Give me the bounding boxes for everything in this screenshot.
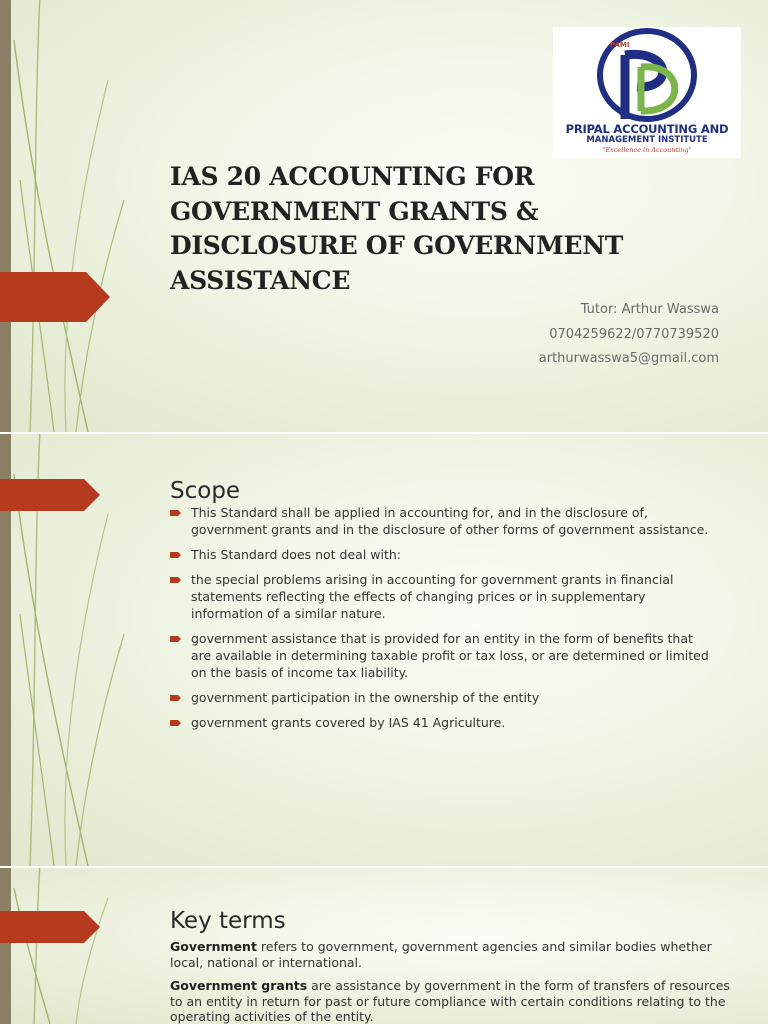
- list-item-text: government assistance that is provided for an entity in the form of benefits that are available in determining taxable profit or tax loss, or are determined or limited on the basis of income tax liability.: [191, 631, 709, 680]
- arrow-bullet-icon: [170, 636, 181, 642]
- arrow-bullet-icon: [170, 552, 181, 558]
- term-government-grants: Government grants: [170, 978, 308, 993]
- tutor-phone: 0704259622/0770739520: [549, 326, 719, 342]
- list-item: [170, 689, 710, 706]
- list-item: [170, 546, 710, 563]
- scope-heading: Scope: [170, 478, 241, 504]
- title-line: ASSISTANCE: [170, 265, 351, 295]
- title-line: DISCLOSURE OF GOVERNMENT: [170, 231, 624, 260]
- definition-text: refers to government, government agencies and similar bodies whether local, national or international.: [170, 939, 712, 970]
- title-slide: [0, 0, 768, 432]
- tutor-name: Tutor: Arthur Wasswa: [580, 302, 719, 317]
- arrow-bullet-icon: [170, 577, 181, 583]
- list-item: [170, 571, 710, 622]
- list-item: [170, 714, 710, 731]
- institute-logo: [553, 27, 741, 158]
- heading-arrow: [0, 911, 100, 943]
- title-line: GOVERNMENT GRANTS &: [170, 196, 539, 226]
- decorative-stems: [0, 0, 130, 432]
- title-line: IAS 20 ACCOUNTING FOR: [170, 162, 535, 191]
- tutor-email: arthurwasswa5@gmail.com: [538, 351, 719, 366]
- logo-tagline: "Excellence in Accounting": [602, 146, 692, 154]
- scope-slide: [0, 434, 768, 866]
- logo-line2: MANAGEMENT INSTITUTE: [586, 135, 708, 145]
- decorative-stems: [0, 868, 130, 1024]
- key-terms-heading: Key terms: [170, 908, 286, 934]
- definition-government: [170, 939, 730, 970]
- list-item: [170, 504, 710, 538]
- logo-badge: PAMI: [610, 41, 630, 49]
- arrow-bullet-icon: [170, 695, 181, 701]
- tutor-info: [539, 298, 719, 372]
- slide-title: [170, 160, 670, 298]
- list-item-text: government grants covered by IAS 41 Agriculture.: [191, 715, 506, 730]
- list-item-text: the special problems arising in accounting for government grants in financial statements reflecting the effects of changing prices or in supplementary information of a similar nature.: [191, 572, 674, 621]
- scope-list: [170, 504, 710, 739]
- arrow-bullet-icon: [170, 720, 181, 726]
- list-item-text: government participation in the ownership of the entity: [191, 690, 540, 705]
- list-item-text: This Standard does not deal with:: [191, 547, 402, 562]
- title-arrow: [0, 272, 110, 322]
- heading-arrow: [0, 479, 100, 511]
- list-item-text: This Standard shall be applied in accounting for, and in the disclosure of, government grants and in the disclosure of other forms of government assistance.: [191, 505, 709, 537]
- key-terms-slide: [0, 868, 768, 1024]
- term-government: Government: [170, 939, 257, 954]
- logo-line1: PRIPAL ACCOUNTING AND: [565, 122, 729, 136]
- definition-government-grants: [170, 978, 730, 1024]
- definition-text: are assistance by government in the form of transfers of resources to an entity in return for past or future compliance with certain conditions relating to the operating activities of the entity.: [170, 978, 730, 1024]
- list-item: [170, 630, 710, 681]
- logo-mark: [553, 27, 741, 123]
- arrow-bullet-icon: [170, 510, 181, 516]
